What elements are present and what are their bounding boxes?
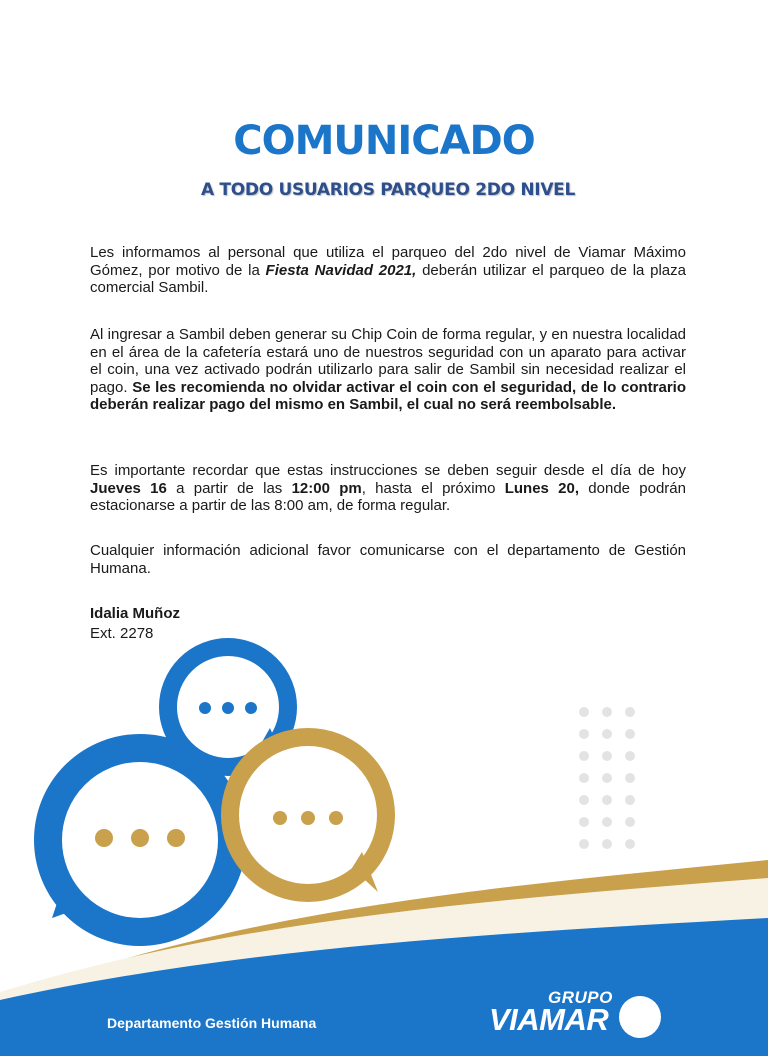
dot xyxy=(131,829,149,847)
footer-department: Departamento Gestión Humana xyxy=(107,1015,317,1031)
dot xyxy=(301,811,315,825)
dot xyxy=(95,829,113,847)
viamar-logo-mark xyxy=(619,996,661,1038)
paragraph-4: Cualquier información adicional favor comunicarse con el departamento de Gestión Humana. xyxy=(90,542,686,577)
dot xyxy=(199,702,211,714)
start-day: Jueves 16 xyxy=(90,479,167,497)
signature-name: Idalia Muñoz xyxy=(90,605,180,622)
end-day: Lunes 20, xyxy=(504,479,580,497)
blue-speech-bubble-large xyxy=(48,748,232,932)
dot xyxy=(273,811,287,825)
page-title: COMUNICADO xyxy=(233,118,535,164)
gold-speech-bubble xyxy=(230,737,386,893)
start-time: 12:00 pm xyxy=(291,479,362,497)
grey-dot-grid xyxy=(579,707,635,849)
dot xyxy=(245,702,257,714)
recommendation-text: Se les recomienda no olvidar activar el coin con el seguridad, de lo contrario deberán realizar pago del mismo en Sambil, el cual no será reembolsable. xyxy=(90,378,686,413)
paragraph-2: Al ingresar a Sambil deben generar su Chip Coin de forma regular, y en nuestra localidad en el área de la cafetería estará uno de nuestros seguridad con un aparato para activar el coin, una vez activado podrán utilizarlo para salir de Sambil sin necesidad realizar el pago. Se les recomienda no olvidar activar el coin con el seguridad, de lo contrario deberán realizar pago del mismo en Sambil, el cual no será reembolsable. xyxy=(90,326,686,413)
logo-viamar-text: VIAMAR xyxy=(489,1002,609,1037)
paragraph-3: Es importante recordar que estas instrucciones se deben seguir desde el día de hoy Jueves 16 a partir de las 12:00 pm, hasta el próximo Lunes 20, donde podrán estacionarse a partir de las 8:00 am, de forma regular. xyxy=(90,462,686,514)
paragraph-1: Les informamos al personal que utiliza el parqueo del 2do nivel de Viamar Máximo Gómez, por motivo de la Fiesta Navidad 2021, deberán utilizar el parqueo de la plaza comercial Sambil. xyxy=(90,244,686,296)
dot xyxy=(222,702,234,714)
dot xyxy=(167,829,185,847)
page-subtitle: A TODO USUARIOS PARQUEO 2DO NIVEL xyxy=(200,180,576,200)
logo-grupo-text: GRUPO xyxy=(548,988,613,1007)
signature-extension: Ext. 2278 xyxy=(90,625,154,642)
dot xyxy=(329,811,343,825)
event-name: Fiesta Navidad 2021, xyxy=(265,261,417,279)
